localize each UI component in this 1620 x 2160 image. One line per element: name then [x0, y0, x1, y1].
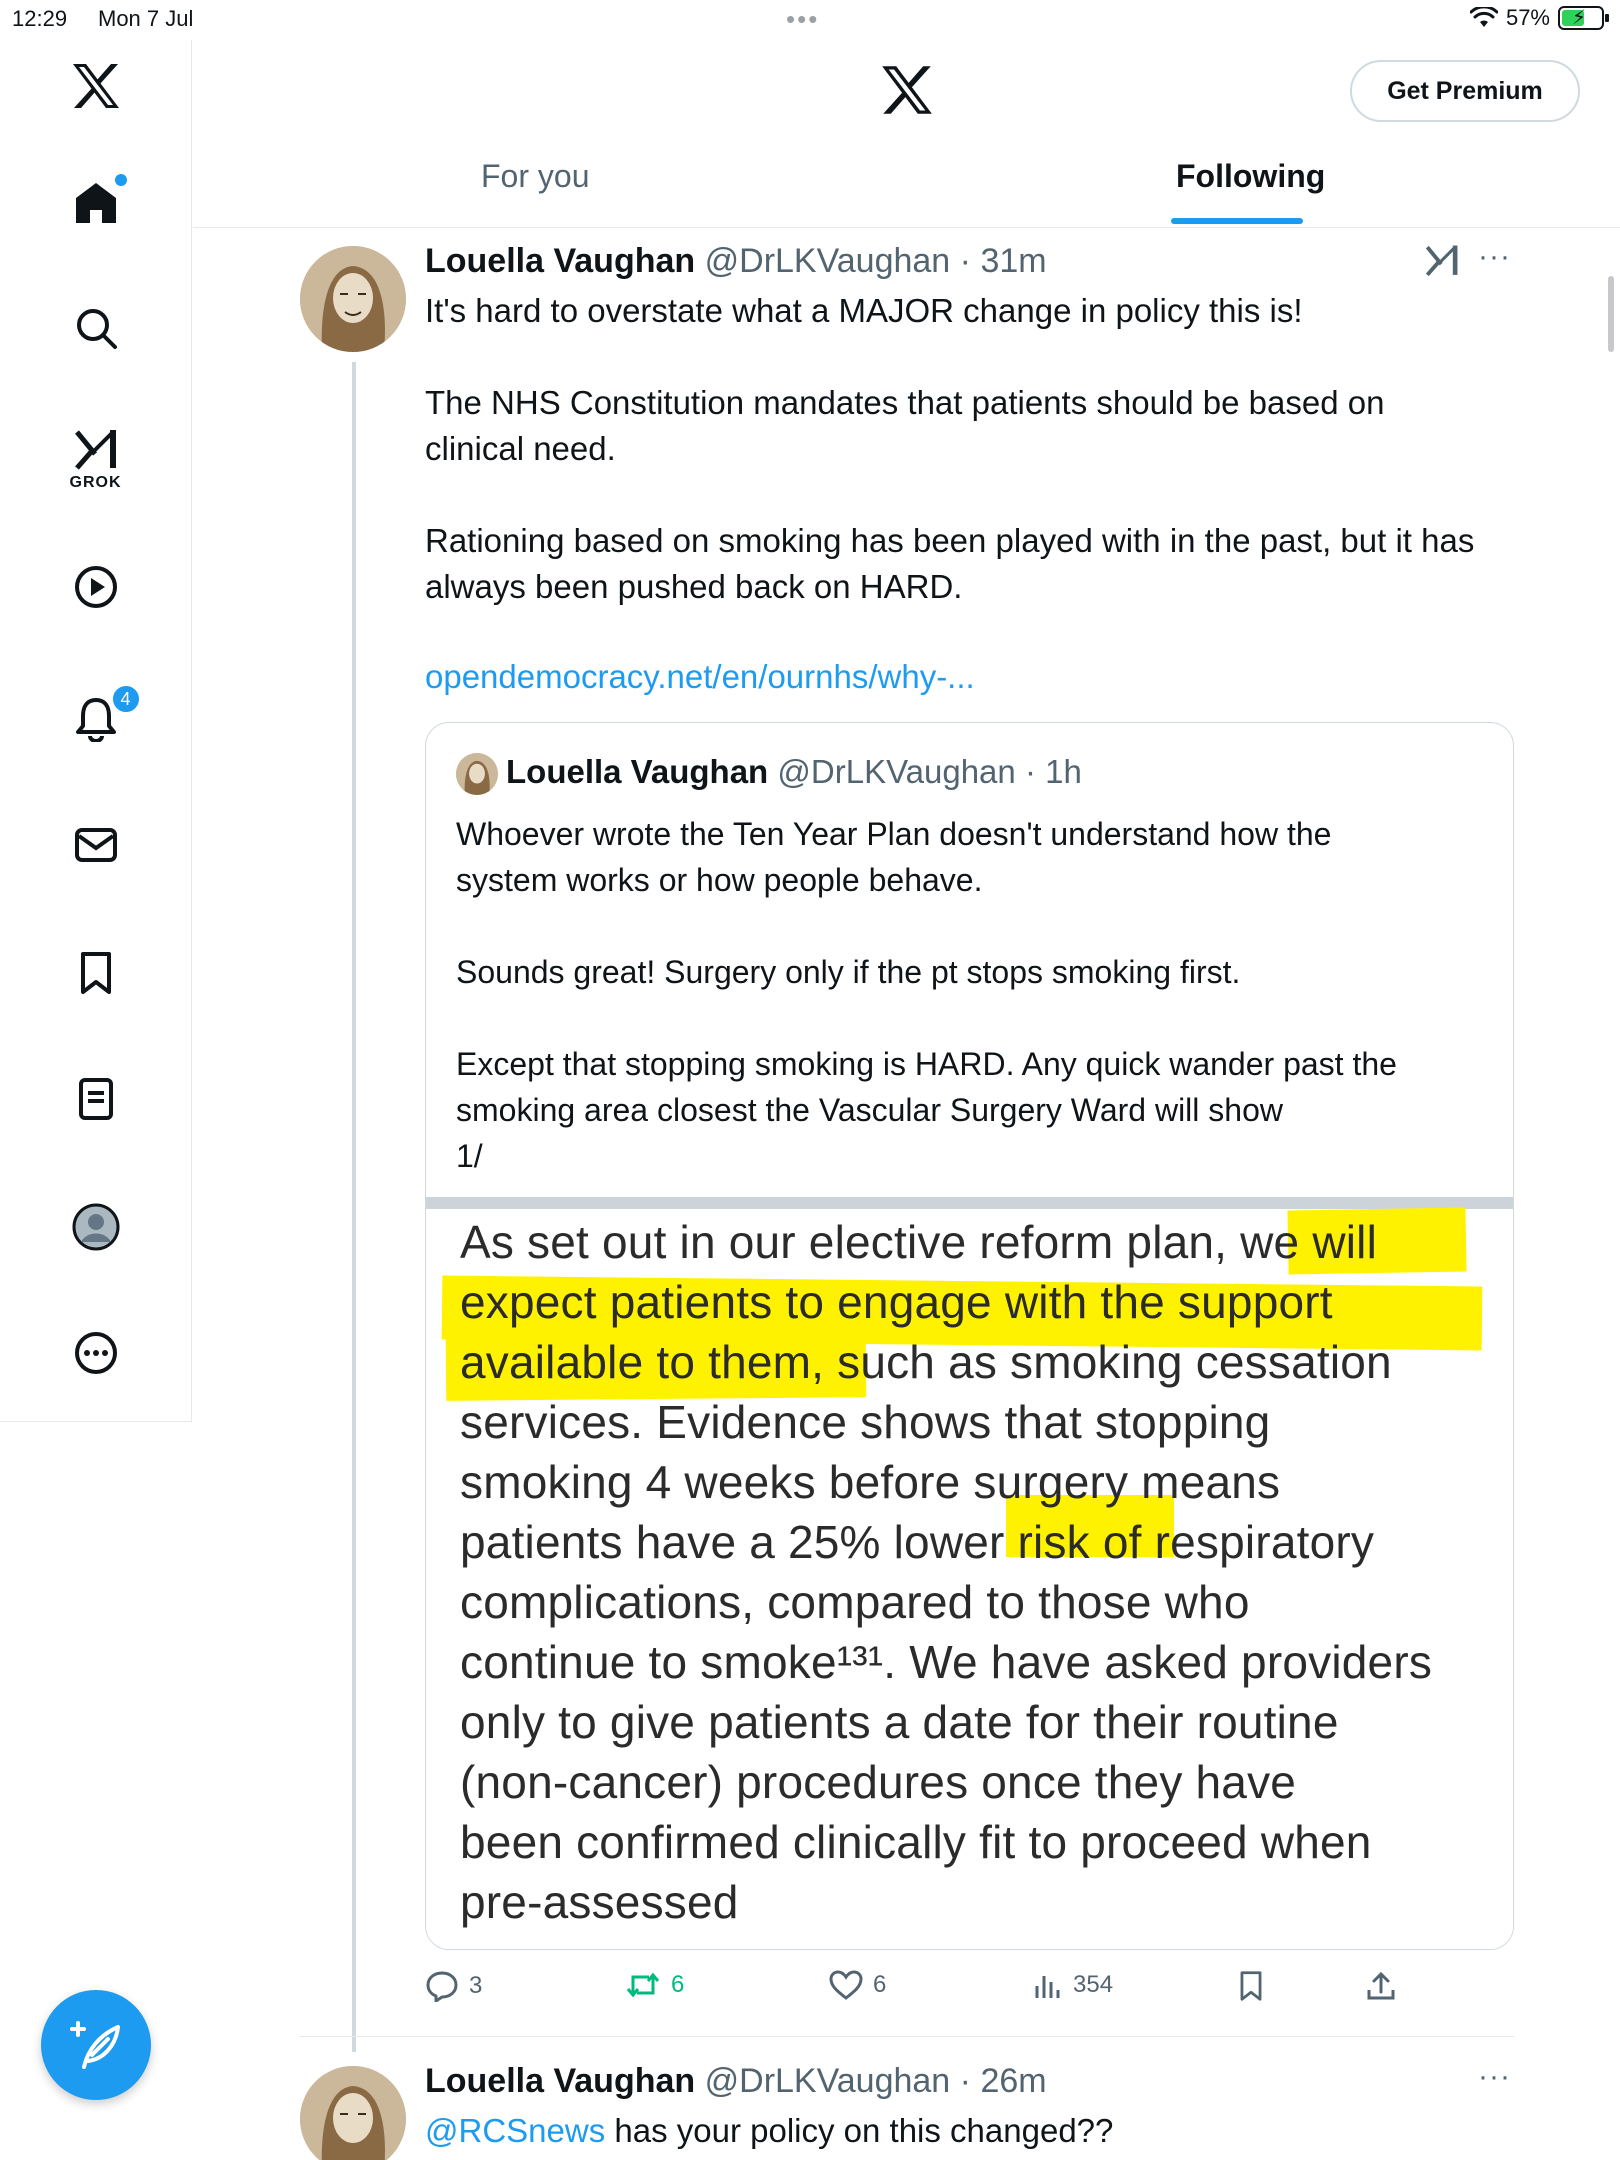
- quoted-line: Except that stopping smoking is HARD. Any quick wander past the: [456, 1046, 1397, 1082]
- like-count: 6: [873, 1971, 887, 1998]
- quoted-tweet-time: · 1h: [1024, 753, 1082, 790]
- bell-icon[interactable]: [73, 688, 131, 742]
- profile-icon[interactable]: [71, 1202, 121, 1252]
- avatar[interactable]: [300, 246, 406, 352]
- image-text-line: pre-assessed: [460, 1876, 739, 1928]
- lists-icon[interactable]: [76, 1076, 116, 1122]
- tweet-line: [425, 334, 1525, 380]
- tweet-line: Rationing based on smoking has been played with in the past, but it has: [425, 522, 1475, 559]
- bookmark-button[interactable]: [1237, 1970, 1265, 2002]
- image-text-line: continue to smoke¹³¹. We have asked providers: [460, 1636, 1433, 1688]
- views-icon: [1033, 1970, 1063, 2000]
- tweet-header: [425, 242, 1047, 281]
- tweet-more-icon[interactable]: ···: [1478, 240, 1511, 273]
- tweet-header: [425, 2062, 1047, 2101]
- reply-button[interactable]: [425, 1970, 482, 2002]
- side-nav: [0, 40, 192, 1422]
- charging-bolt-icon: ⚡: [1572, 7, 1587, 29]
- bookmark-action-icon: [1237, 1970, 1265, 2002]
- quoted-line: [456, 903, 1496, 949]
- more-icon[interactable]: [73, 1330, 119, 1376]
- author-name[interactable]: Louella Vaughan: [425, 242, 696, 280]
- tweet-link[interactable]: opendemocracy.net/en/ournhs/why-...: [425, 658, 975, 695]
- tweet-time[interactable]: · 31m: [959, 242, 1047, 280]
- tweet-line: It's hard to overstate what a MAJOR change in policy this is!: [425, 292, 1303, 329]
- wifi-icon: [1470, 7, 1498, 29]
- image-text-line: smoking 4 weeks before surgery means: [460, 1456, 1281, 1508]
- x-logo-icon[interactable]: [71, 62, 121, 110]
- status-time: 12:29: [12, 6, 68, 31]
- reply-count: 3: [469, 1972, 483, 1999]
- avatar[interactable]: [300, 2066, 406, 2160]
- compose-button[interactable]: [41, 1990, 151, 2100]
- tab-following[interactable]: Following: [1176, 158, 1326, 194]
- tab-for-you[interactable]: For you: [481, 158, 590, 194]
- grok-label: GROK: [69, 474, 122, 491]
- tab-active-indicator: [1171, 218, 1303, 224]
- get-premium-button[interactable]: Get Premium: [1350, 60, 1580, 122]
- heart-icon: [829, 1970, 863, 2000]
- battery-icon: [1558, 6, 1604, 30]
- search-icon[interactable]: [74, 306, 118, 350]
- share-button[interactable]: [1365, 1970, 1397, 2002]
- compose-icon: [66, 2015, 126, 2075]
- multitask-dots-icon[interactable]: •••: [786, 4, 820, 34]
- quoted-tweet[interactable]: [425, 722, 1514, 1950]
- notification-badge: 4: [111, 684, 141, 714]
- tweet-time[interactable]: · 26m: [959, 2062, 1047, 2100]
- quoted-line: Whoever wrote the Ten Year Plan doesn't understand how the: [456, 816, 1332, 852]
- views-count: 354: [1073, 1971, 1114, 1998]
- image-text-line: patients have a 25% lower risk of respiratory: [460, 1516, 1375, 1568]
- image-text-line: As set out in our elective reform plan, we will: [460, 1216, 1378, 1268]
- quoted-author-name: Louella Vaughan: [506, 753, 769, 790]
- author-handle[interactable]: @DrLKVaughan: [704, 242, 951, 280]
- tweet-line: The NHS Constitution mandates that patients should be based on: [425, 384, 1385, 421]
- author-handle[interactable]: @DrLKVaughan: [704, 2062, 951, 2100]
- grok-icon[interactable]: [70, 428, 122, 492]
- battery-percent: 57%: [1505, 5, 1550, 30]
- share-icon: [1365, 1970, 1397, 2002]
- repost-button[interactable]: [625, 1970, 684, 2000]
- repost-count: 6: [671, 1971, 685, 1998]
- image-text-line: services. Evidence shows that stopping: [460, 1396, 1271, 1448]
- quoted-author-handle: @DrLKVaughan: [777, 753, 1016, 790]
- image-text-line: complications, compared to those who: [460, 1576, 1250, 1628]
- home-unread-dot: [115, 174, 127, 186]
- quoted-line: [456, 995, 1496, 1041]
- reply-icon: [425, 1970, 459, 2002]
- status-right: [1470, 5, 1604, 31]
- quoted-line: system works or how people behave.: [456, 862, 983, 898]
- tweet-line: clinical need.: [425, 430, 616, 467]
- grok-tweet-icon[interactable]: [1424, 244, 1460, 283]
- like-button[interactable]: [829, 1970, 886, 2000]
- repost-icon: [625, 1970, 661, 2000]
- author-name[interactable]: Louella Vaughan: [425, 2062, 696, 2100]
- image-text-line: available to them, such as smoking cessation: [460, 1336, 1392, 1388]
- tweet-actions: [425, 1970, 1425, 2010]
- tweet-text-rest: has your policy on this changed??: [605, 2112, 1114, 2149]
- home-icon[interactable]: [73, 180, 119, 226]
- tweet-text: [425, 2108, 1525, 2154]
- quoted-header: [506, 753, 1082, 791]
- tweet-text: [425, 288, 1525, 610]
- quoted-text: [456, 811, 1496, 1179]
- thread-line: [352, 362, 356, 2052]
- quoted-line: 1/: [456, 1138, 483, 1174]
- quoted-line: Sounds great! Surgery only if the pt stops smoking first.: [456, 954, 1241, 990]
- x-header-logo-icon[interactable]: [880, 64, 934, 121]
- quoted-image[interactable]: [426, 1197, 1514, 1950]
- image-text-line: (non-cancer) procedures once they have: [460, 1756, 1297, 1808]
- tweet-more-icon[interactable]: ···: [1478, 2060, 1511, 2093]
- views-button[interactable]: [1033, 1970, 1113, 2000]
- status-bar: [0, 0, 1620, 40]
- status-date: Mon 7 Jul: [98, 6, 194, 31]
- image-text-line: expect patients to engage with the support: [460, 1276, 1333, 1328]
- tweet-line: always been pushed back on HARD.: [425, 568, 963, 605]
- scrollbar[interactable]: [1608, 276, 1614, 352]
- image-text-line: been confirmed clinically fit to proceed when: [460, 1816, 1372, 1868]
- quoted-avatar[interactable]: [456, 753, 498, 795]
- video-icon[interactable]: [73, 564, 119, 610]
- mention-link[interactable]: @RCSnews: [425, 2112, 606, 2149]
- bookmark-icon[interactable]: [76, 950, 116, 996]
- tweet-line: [425, 472, 1525, 518]
- image-text-line: only to give patients a date for their routine: [460, 1696, 1339, 1748]
- mail-icon[interactable]: [73, 824, 119, 866]
- tweet-divider: [300, 2036, 1514, 2037]
- timeline-header: [193, 40, 1620, 228]
- quoted-line: smoking area closest the Vascular Surgery Ward will show: [456, 1092, 1283, 1128]
